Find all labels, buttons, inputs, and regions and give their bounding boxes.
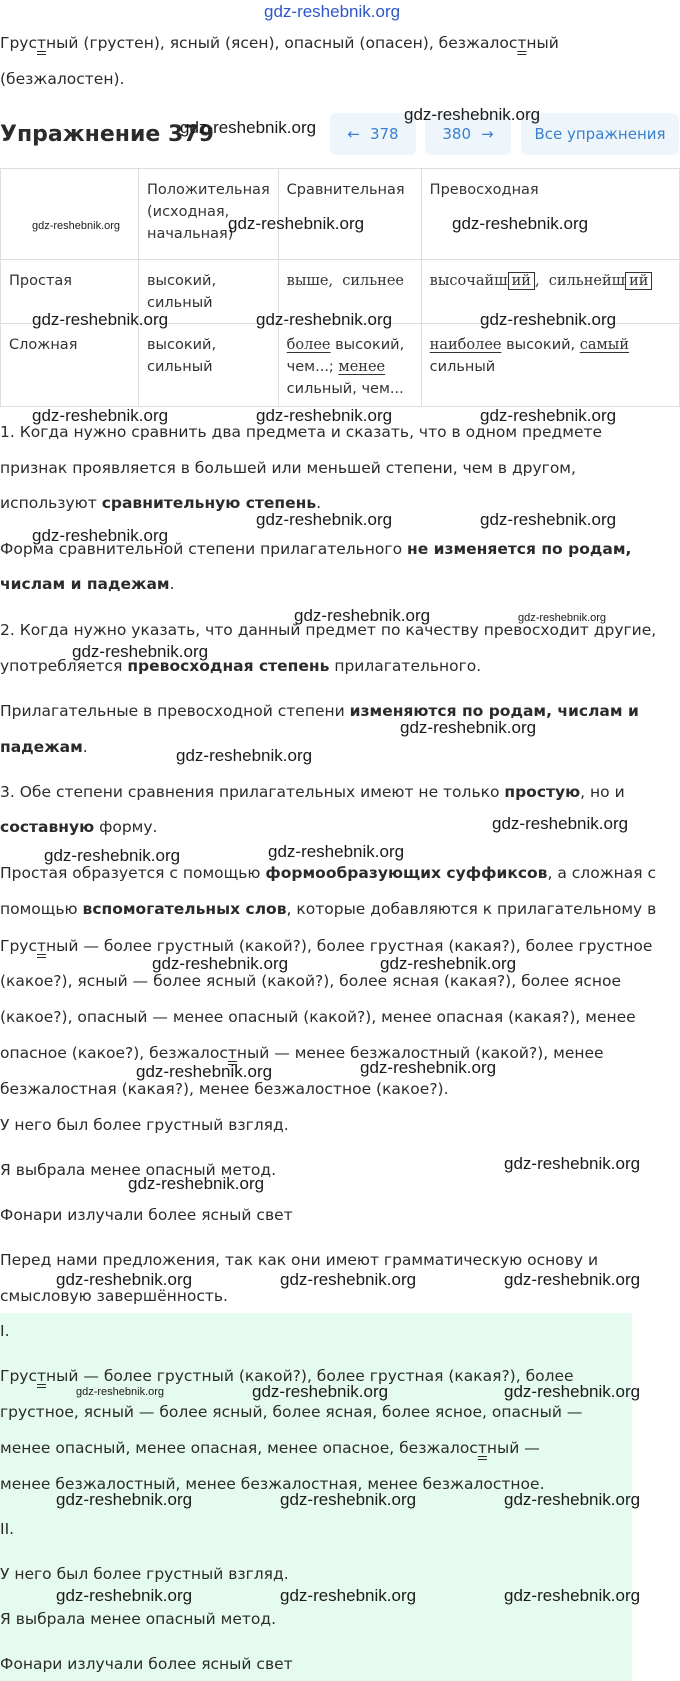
watermark: gdz-reshebnik.org [504,1586,641,1605]
text-line: опасное (какое?), безжалостный — менее безжалостный (какой?), менее [0,1044,604,1062]
watermark: gdz-reshebnik.org [76,1386,165,1398]
text-line: падежам. [0,738,88,756]
watermark: gdz-reshebnik.org [504,1382,641,1401]
watermark: gdz-reshebnik.org [256,310,393,329]
answer-line: I. [0,1322,10,1340]
intro-line: Грустный (грустен), ясный (ясен), опасный (опасен), безжалостный [0,34,559,52]
watermark: gdz-reshebnik.org [128,1174,265,1193]
text-line: признак проявляется в большей или меньшей степени, чем в другом, [0,459,576,477]
table-header-cell: Сравнительная [278,169,421,260]
answer-line: Фонари излучали более ясный свет [0,1655,293,1673]
answer-line: У него был более грустный взгляд. [0,1565,289,1583]
text-line: безжалостная (какая?), менее безжалостное (какое?). [0,1080,449,1098]
text-line: составную форму. [0,818,158,836]
text-line: 3. Обе степени сравнения прилагательных имеют не только простую, но и [0,783,625,801]
watermark: gdz-reshebnik.org [294,606,431,625]
all-exercises-button[interactable] [521,113,679,155]
degrees-table [0,168,680,407]
watermark: gdz-reshebnik.org [452,214,589,233]
watermark: gdz-reshebnik.org [252,1382,389,1401]
text-line: употребляется превосходная степень прилагательного. [0,657,482,675]
text-line: Я выбрала менее опасный метод. [0,1161,277,1179]
text-line: Грустный — более грустный (какой?), более грустная (какая?), более грустное [0,937,653,955]
intro-line: (безжалостен). [0,70,125,88]
table-header-cell: Положительная (исходная, начальная) [139,169,279,260]
answer-line: Грустный — более грустный (какой?), более грустная (какая?), более [0,1367,574,1385]
text-line: смысловую завершённость. [0,1287,228,1305]
watermark: gdz-reshebnik.org [152,954,289,973]
watermark: gdz-reshebnik.org [176,746,313,765]
watermark: gdz-reshebnik.org [480,510,617,529]
watermark: gdz-reshebnik.org [136,1062,273,1081]
watermark: gdz-reshebnik.org [56,1586,193,1605]
watermark: gdz-reshebnik.org [480,310,617,329]
answer-line: II. [0,1520,15,1538]
watermark: gdz-reshebnik.org [32,310,169,329]
watermark: gdz-reshebnik.org [504,1270,641,1289]
text-line: 2. Когда нужно указать, что данный предмет по качеству превосходит другие, [0,621,657,639]
watermark: gdz-reshebnik.org [504,1490,641,1509]
table-cell: более высокий, чем...; менее сильный, чем... [278,324,421,407]
page-title: Упражнение 379 [0,122,214,147]
watermark: gdz-reshebnik.org [180,118,317,137]
text-line: Форма сравнительной степени прилагательного не изменяется по родам, [0,540,632,558]
text-line: числам и падежам. [0,575,175,593]
watermark: gdz-reshebnik.org [264,2,401,21]
table-row [1,324,680,407]
text-line: (какое?), ясный — более ясный (какой?), более ясная (какая?), более ясное [0,972,622,990]
watermark: gdz-reshebnik.org [268,842,405,861]
table-cell: выше, сильнее [278,260,421,324]
watermark: gdz-reshebnik.org [32,526,169,545]
watermark: gdz-reshebnik.org [404,105,541,124]
answer-line: менее опасный, менее опасная, менее опасное, безжалостный — [0,1439,540,1457]
watermark: gdz-reshebnik.org [492,814,629,833]
text-line: Простая образуется с помощью формообразующих суффиксов, а сложная с [0,864,657,882]
watermark: gdz-reshebnik.org [280,1490,417,1509]
text-line: Перед нами предложения, так как они имеют грамматическую основу и [0,1251,599,1269]
watermark: gdz-reshebnik.org [72,642,209,661]
all-label: Все упражнения [534,125,666,143]
watermark: gdz-reshebnik.org [32,406,169,425]
watermark: gdz-reshebnik.org [360,1058,497,1077]
text-line: У него был более грустный взгляд. [0,1116,289,1134]
table-cell: наиболее высокий, самый сильный [421,324,679,407]
watermark: gdz-reshebnik.org [256,510,393,529]
table-header-cell: Превосходная [421,169,679,260]
table-cell: Сложная [1,324,139,407]
watermark: gdz-reshebnik.org [380,954,517,973]
table-cell: высочайш ий , сильнейш ий [421,260,679,324]
text-line: 1. Когда нужно сравнить два предмета и сказать, что в одном предмете [0,423,603,441]
arrow-right-icon: → [481,125,494,143]
watermark: gdz-reshebnik.org [44,846,181,865]
watermark: gdz-reshebnik.org [228,214,365,233]
next-label: 380 [442,125,472,143]
table-cell: высокий, сильный [139,324,279,407]
watermark: gdz-reshebnik.org [256,406,393,425]
text-line: используют сравнительную степень. [0,494,322,512]
table-header-cell [1,169,139,260]
arrow-left-icon: ← [347,125,360,143]
watermark: gdz-reshebnik.org [480,406,617,425]
answer-line: Я выбрала менее опасный метод. [0,1610,277,1628]
watermark: gdz-reshebnik.org [32,220,121,232]
text-line: помощью вспомогательных слов, которые добавляются к прилагательному в [0,900,657,918]
answer-line: грустное, ясный — более ясный, более ясная, более ясное, опасный — [0,1403,583,1421]
answer-line: менее безжалостный, менее безжалостная, менее безжалостное. [0,1475,545,1493]
watermark: gdz-reshebnik.org [400,718,537,737]
text-line: Прилагательные в превосходной степени изменяются по родам, числам и [0,702,639,720]
table-cell: Простая [1,260,139,324]
watermark: gdz-reshebnik.org [280,1586,417,1605]
watermark: gdz-reshebnik.org [56,1270,193,1289]
watermark: gdz-reshebnik.org [56,1490,193,1509]
prev-label: 378 [369,125,399,143]
text-line: Фонари излучали более ясный свет [0,1206,293,1224]
text-line: (какое?), опасный — менее опасный (какой?), менее опасная (какая?), менее [0,1008,636,1026]
watermark: gdz-reshebnik.org [280,1270,417,1289]
watermark: gdz-reshebnik.org [518,612,607,624]
watermark: gdz-reshebnik.org [504,1154,641,1173]
table-cell: высокий, сильный [139,260,279,324]
